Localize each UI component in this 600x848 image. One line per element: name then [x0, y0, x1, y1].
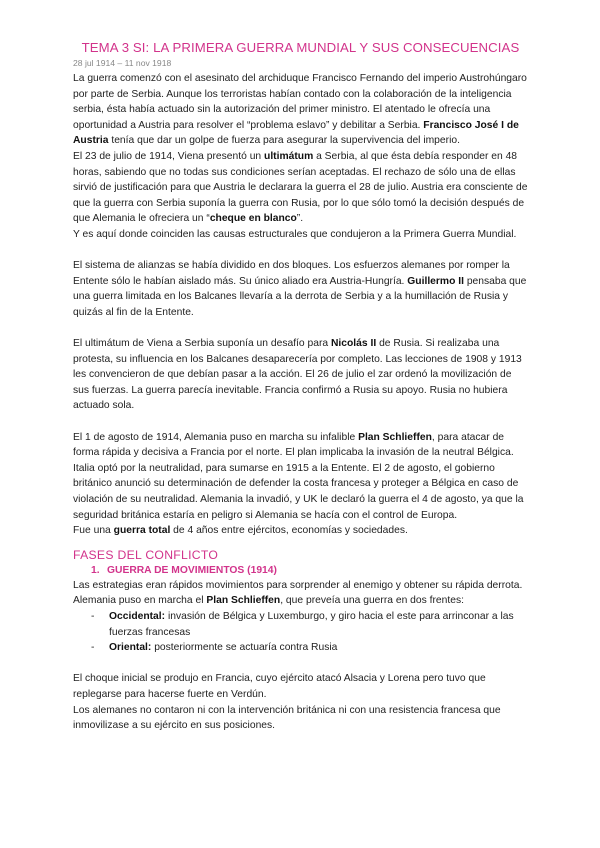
date-range: 28 jul 1914 – 11 nov 1918	[73, 58, 172, 68]
paragraph-causes: Y es aquí donde coinciden las causas estructurales que condujeron a la Primera Guerra Mundial.	[73, 228, 517, 240]
subsection-number: 1.	[91, 564, 100, 576]
text-run: , para atacar de forma rápida y decisiva a Francia por el norte. El plan implicaba la invasión de la neutral Bélgica.	[73, 431, 514, 459]
bold-term: ultimátum	[264, 150, 314, 162]
text-run: El 23 de julio de 1914, Viena presentó un	[73, 150, 265, 162]
text-run: a Serbia, al que ésta debía responder en 48 horas, sabiendo que no todas sus condiciones serían aceptadas. El rechazo de sólo una de ellas sirvió de justificación para que Austria le declarara la guerra el 28 de julio. Austria era consciente de que la guerra con Serbia suponía la guerra con Rusia, por lo que sólo tomó la decisión después de que Alemania le ofreciera un “	[73, 150, 528, 225]
bold-term: Occidental:	[109, 611, 166, 622]
paragraph-origin	[73, 71, 528, 149]
paragraph-gap	[73, 414, 528, 430]
text-run: El ultimátum de Viena a Serbia suponía un desafío para	[73, 338, 331, 350]
bold-term: Guillermo II	[407, 275, 464, 287]
text-run: El 1 de agosto de 1914, Alemania puso en marcha su infalible	[73, 431, 359, 443]
text-run: de Rusia. Si realizaba una protesta, su influencia en los Balcanes desaparecería por completo. Las lecciones de 1908 y 1913 les convencieron de que debían pasar a la acción. El 26 de julio el zar ordenó la movilización de sus fuerzas. La guerra parecía inevitable. Francia confirmó a Rusia su apoyo. Rusia no hubiera actuado sola.	[73, 338, 522, 412]
text-run: La guerra comenzó con el asesinato del archiduque Francisco Fernando del imperio Austrohúngaro por parte de Serbia. Aunque los terroristas habían contado con la colaboración de la inteligencia serbia, ésta había actuado sin la autorización del primer ministro. El atentado le ofrecía una oportunidad a Austria para resolver el “problema eslavo” y debilitar a Serbia.	[73, 73, 527, 131]
subsection-label: GUERRA DE MOVIMIENTOS (1914)	[107, 564, 277, 576]
paragraph-strategies: Las estrategias eran rápidos movimientos para sorprender al enemigo y obtener su rápida derrota.	[73, 579, 523, 591]
paragraph-ultimatum	[73, 149, 528, 227]
text-run: El sistema de alianzas se había dividido en dos bloques. Los esfuerzos alemanes por romper la Entente sólo le habían aislado más. Su único aliado era Austria-Hungría.	[73, 260, 510, 287]
bold-term: Plan Schlieffen	[358, 431, 432, 443]
paragraph-two-fronts	[73, 593, 528, 609]
paragraph-initial-clash: El choque inicial se produjo en Francia, cuyo ejército atacó Alsacia y Lorena pero tuvo que replegarse para hacerse fuerte en Verdún.	[73, 673, 486, 700]
list-item-front-occidental	[91, 609, 528, 640]
text-run: tenía que dar un golpe de fuerza para asegurar la supervivencia del imperio.	[108, 135, 460, 147]
text-run: ”.	[296, 213, 304, 225]
text-run: pensaba que una guerra limitada en los Balcanes llevaría a la derrota de Serbia y a la humillación de Rusia y quizás al fin de la Entente.	[73, 275, 527, 318]
document-title: TEMA 3 SI: LA PRIMERA GUERRA MUNDIAL Y SUS CONSECUENCIAS	[81, 40, 520, 55]
paragraph-italy-uk: Italia optó por la neutralidad, para sumarse en 1915 a la Entente. El 2 de agosto, el gobierno británico anunció su determinación de defender la costa francesa y proteger a Bélgica en caso de violación de su neutralidad. Alemania la invadió, y UK le declaró la guerra el 4 de agosto, ya que la seguridad británica estaría en peligro si Alemania se hacía con el control de Europa.	[73, 462, 524, 521]
dash-bullet: -	[91, 642, 95, 654]
subsection-heading	[73, 563, 528, 578]
paragraph-russia	[73, 336, 528, 414]
bold-term: Francisco José I de Austria	[73, 119, 519, 147]
bold-term: Plan Schlieffen	[206, 595, 281, 607]
paragraph-gap	[73, 321, 528, 337]
text-run: posteriormente se actuaría contra Rusia	[151, 642, 338, 654]
bold-term: guerra total	[113, 525, 171, 537]
text-run: Fue una	[73, 525, 114, 537]
paragraph-schlieffen	[73, 430, 528, 461]
bold-term: Oriental:	[109, 642, 152, 654]
paragraph-alliances	[73, 258, 528, 320]
text-run: invasión de Bélgica y Luxemburgo, y giro hacia el este para arrinconar a las fuerzas francesas	[109, 611, 514, 638]
bold-term: cheque en blanco	[209, 213, 297, 225]
paragraph-total-war	[73, 523, 528, 539]
text-run: de 4 años entre ejércitos, economías y sociedades.	[170, 525, 408, 537]
paragraph-gap	[73, 243, 528, 259]
text-run: , que preveía una guerra en dos frentes:	[280, 595, 464, 607]
bold-term: Nicolás II	[330, 338, 377, 350]
list-item-front-oriental	[91, 640, 528, 656]
section-heading: FASES DEL CONFLICTO	[73, 547, 219, 562]
document-page	[73, 40, 528, 734]
fronts-list	[73, 609, 528, 656]
paragraph-gap	[73, 539, 528, 545]
text-run: Alemania puso en marcha el	[73, 595, 207, 607]
paragraph-gap	[73, 656, 528, 672]
paragraph-germans: Los alemanes no contaron ni con la intervención británica ni con una resistencia francesa que inmovilizase a su ejército en sus posiciones.	[73, 704, 501, 732]
dash-bullet: -	[91, 611, 95, 622]
